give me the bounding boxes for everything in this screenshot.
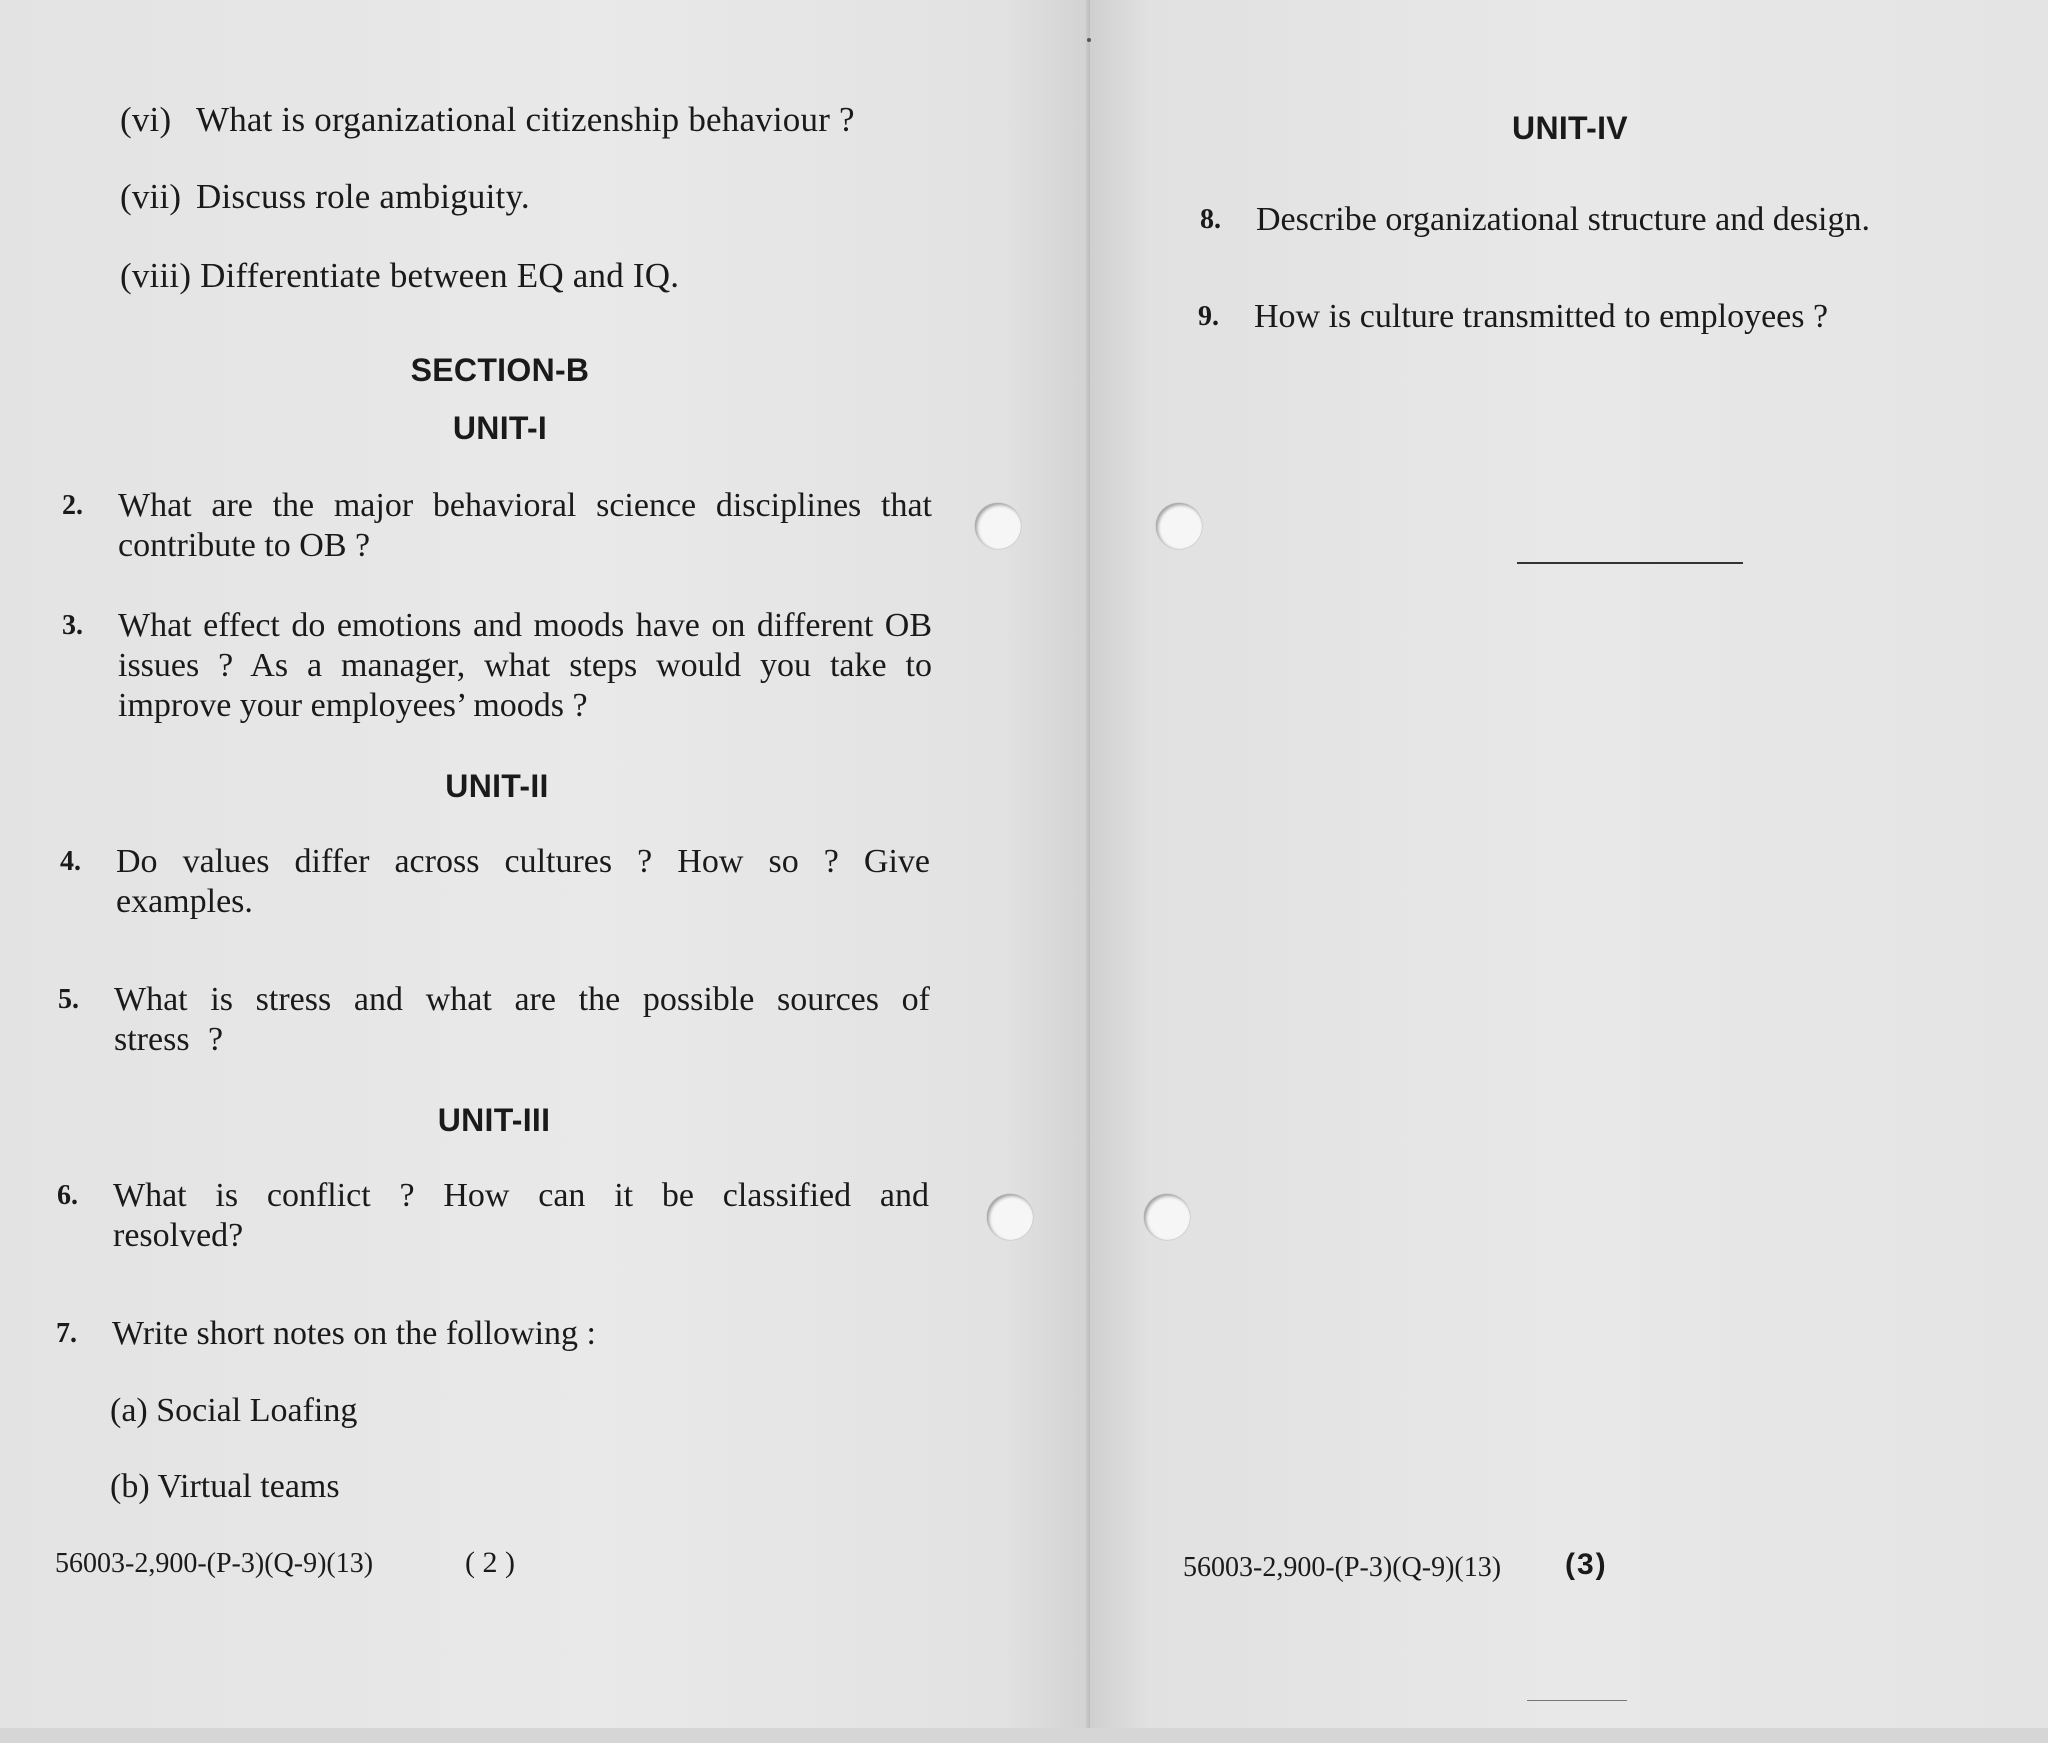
sub-question-viii [120,256,679,296]
sub-question-number: (vii) [120,177,182,216]
footer-code-right: 56003-2,900-(P-3)(Q-9)(13) [1183,1552,1502,1583]
question-text: Write short notes on the following : [112,1315,597,1352]
unit-heading-3: UNIT-III [437,1102,551,1138]
question-number: 3. [62,610,83,641]
question-text: What are the major behavioral science disciplines that contribute to OB ? [118,487,932,564]
question-number: 2. [62,490,83,521]
question-4 [60,842,930,922]
unit-heading-1: UNIT-I [452,410,548,446]
page-number-left: ( 2 ) [465,1546,515,1579]
question-7 [56,1314,928,1354]
question-number: 8. [1200,204,1221,235]
short-note-b: (b) Virtual teams [110,1468,340,1505]
question-8 [1200,200,2020,240]
question-text: What is stress and what are the possible sources of stress ? [114,981,930,1058]
question-text: What effect do emotions and moods have on different OB issues ? As a manager, what steps would you take to improve your employees’ moods ? [118,607,932,724]
punch-hole-icon [1156,503,1202,549]
punch-hole-icon [987,1194,1033,1240]
question-number: 5. [58,984,79,1015]
unit-heading-4: UNIT-IV [1512,110,1628,146]
sub-question-number: (vi) [120,100,172,139]
question-text: Describe organizational structure and design. [1256,201,1870,238]
question-3 [62,606,932,726]
punch-hole-icon [1144,1194,1190,1240]
question-number: 7. [56,1318,77,1349]
question-number: 6. [57,1180,78,1211]
sub-question-text: Discuss role ambiguity. [196,177,530,216]
end-of-paper-rule [1517,562,1743,564]
footer-code-left: 56003-2,900-(P-3)(Q-9)(13) [55,1548,374,1579]
bottom-mark [1527,1700,1627,1701]
question-text: Do values differ across cultures ? How so ? Give examples. [116,843,930,920]
question-text: How is culture transmitted to employees ? [1254,298,1829,335]
page-number-right: (3) [1565,1548,1608,1581]
sub-question-text: Differentiate between EQ and IQ. [200,256,680,295]
question-2 [62,486,932,566]
unit-heading-2: UNIT-II [445,768,549,804]
right-page [1090,0,2048,1728]
sub-question-text: What is organizational citizenship behaviour ? [196,100,855,139]
short-note-a: (a) Social Loafing [110,1392,358,1429]
sub-question-number: (viii) [120,256,192,295]
section-title: SECTION-B [410,352,590,388]
question-5 [58,980,930,1060]
question-6 [57,1176,929,1256]
question-text: What is conflict ? How can it be classified and resolved? [113,1177,929,1254]
ink-speck [1087,38,1091,42]
question-number: 9. [1198,301,1219,332]
question-number: 4. [60,846,81,877]
sub-question-vi [120,100,855,140]
punch-hole-icon [975,503,1021,549]
sub-question-vii [120,177,530,217]
question-9 [1198,297,2018,337]
